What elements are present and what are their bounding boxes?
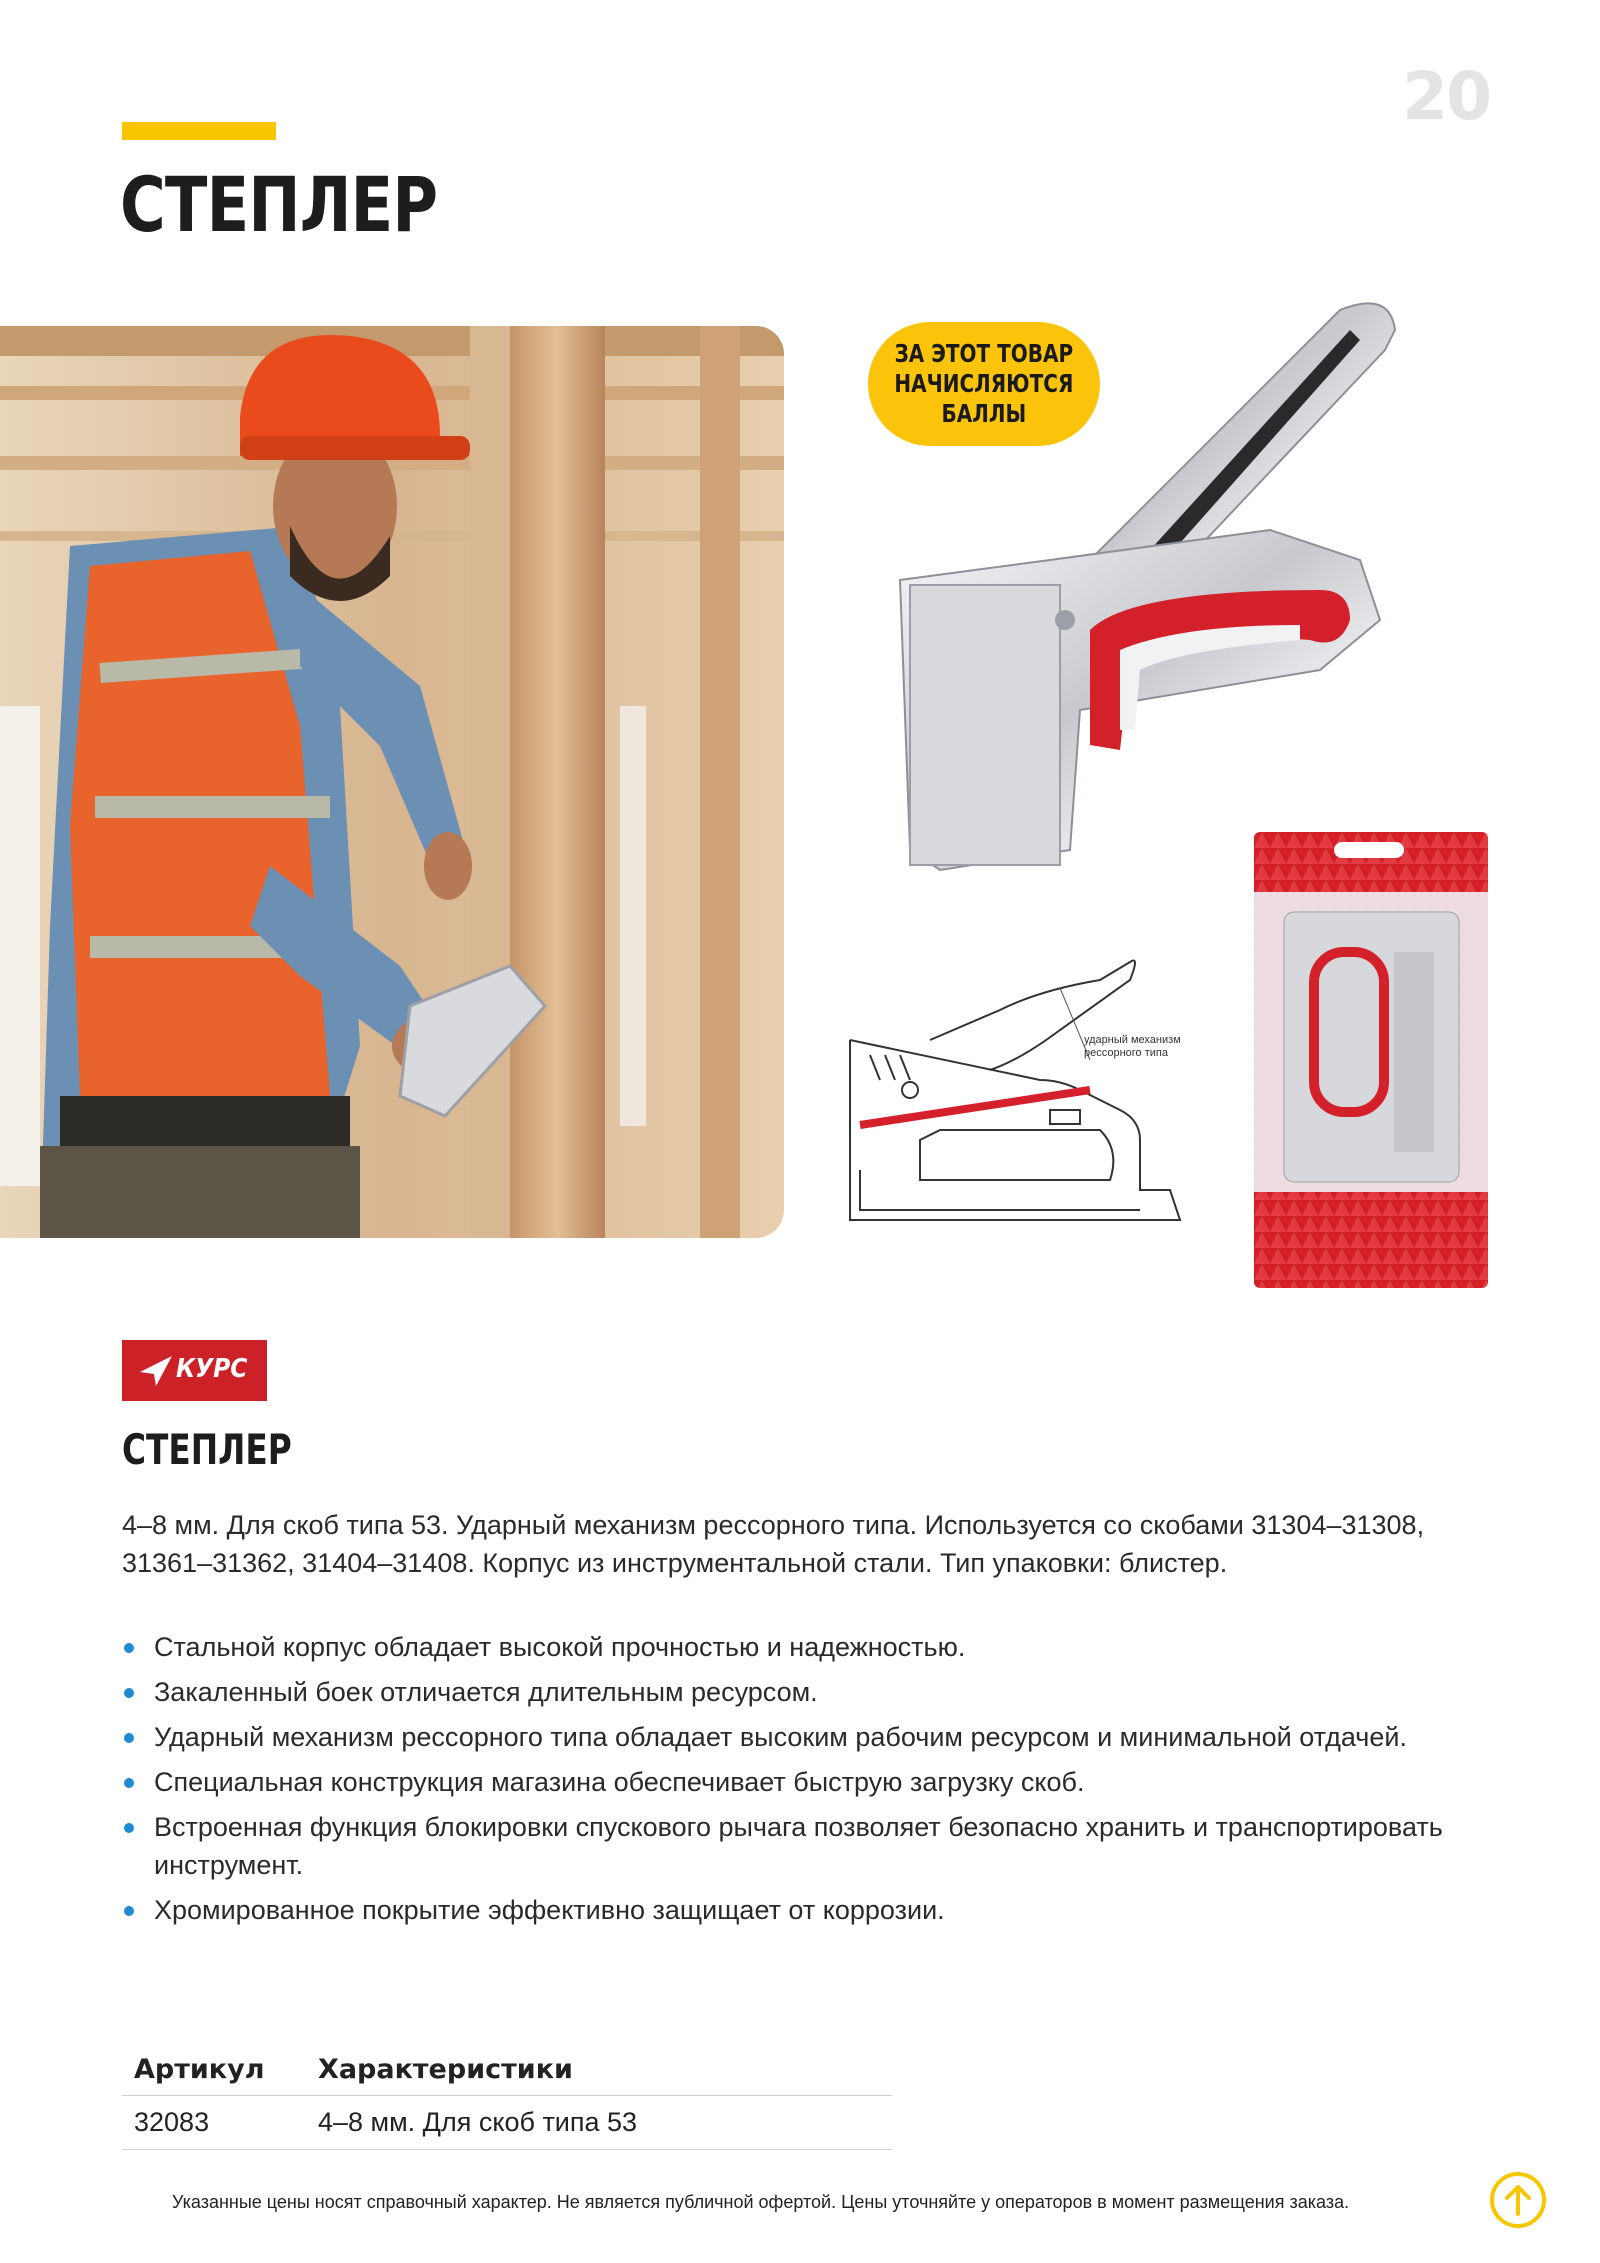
page-title: СТЕПЛЕР [120, 160, 438, 249]
brand-arrow-icon [138, 1354, 174, 1388]
bullet-icon [124, 1643, 134, 1653]
table-header-article: Артикул [122, 2044, 306, 2096]
spec-table [122, 2044, 892, 2150]
bullet-icon [124, 1906, 134, 1916]
feature-list [122, 1628, 1482, 1936]
feature-item: Встроенная функция блокировки спускового рычага позволяет безопасно хранить и транспортировать инструмент. [122, 1808, 1482, 1884]
feature-item: Стальной корпус обладает высокой прочностью и надежностью. [122, 1628, 1482, 1666]
scroll-to-top-button[interactable] [1490, 2172, 1546, 2228]
title-accent-bar [122, 122, 276, 140]
page-number: 20 [1402, 58, 1490, 135]
worker-photo [0, 326, 784, 1238]
bullet-icon [124, 1823, 134, 1833]
points-badge [868, 322, 1100, 446]
diagram-label: ударный механизм рессорного типа [1084, 1034, 1181, 1059]
footer-disclaimer: Указанные цены носят справочный характер. Не является публичной офертой. Цены уточняйте у операторов в момент размещения заказа. [172, 2192, 1350, 2212]
bullet-icon [124, 1733, 134, 1743]
feature-item: Специальная конструкция магазина обеспечивает быструю загрузку скоб. [122, 1763, 1482, 1801]
feature-item: Ударный механизм рессорного типа обладает высоким рабочим ресурсом и минимальной отдачей. [122, 1718, 1482, 1756]
bullet-icon [124, 1778, 134, 1788]
table-header-specs: Характеристики [306, 2044, 892, 2096]
package-blister-image [1254, 832, 1488, 1288]
product-title: СТЕПЛЕР [122, 1425, 292, 1474]
table-cell-specs: 4–8 мм. Для скоб типа 53 [306, 2096, 892, 2150]
arrow-up-icon [1504, 2184, 1532, 2216]
points-badge-text: ЗА ЭТОТ ТОВАР НАЧИСЛЯЮТСЯ БАЛЛЫ [894, 339, 1074, 428]
product-description: 4–8 мм. Для скоб типа 53. Ударный механизм рессорного типа. Используется со скобами 31304–31308, 31361–31362, 31404–31408. Корпус из инструментальной стали. Тип упаковки: блистер. [122, 1510, 1425, 1578]
table-cell-article: 32083 [122, 2096, 306, 2150]
table-row [122, 2096, 892, 2150]
mechanism-diagram [840, 940, 1190, 1230]
feature-item: Хромированное покрытие эффективно защищает от коррозии. [122, 1891, 1482, 1929]
feature-item: Закаленный боек отличается длительным ресурсом. [122, 1673, 1482, 1711]
brand-name: КУРС [175, 1354, 248, 1384]
bullet-icon [124, 1688, 134, 1698]
kurs-brand-logo [122, 1340, 267, 1401]
